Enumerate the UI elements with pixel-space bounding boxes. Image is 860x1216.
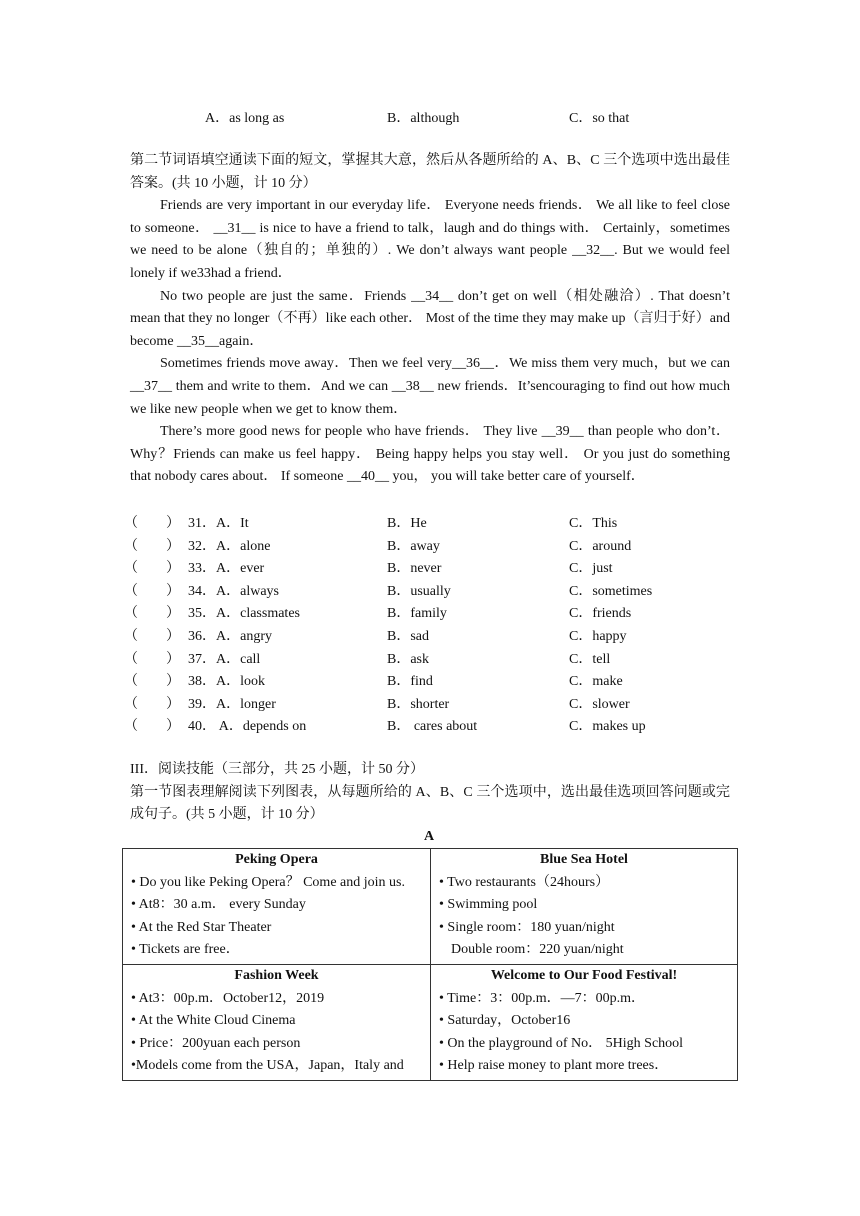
cell-title: Blue Sea Hotel xyxy=(540,852,628,867)
cell-line: • At the White Cloud Cinema xyxy=(131,1013,296,1029)
question-row xyxy=(124,580,730,603)
option-b: B．ask xyxy=(387,651,429,667)
option-c: C．happy xyxy=(569,629,627,644)
cell-title: Peking Opera xyxy=(235,852,318,867)
section3-heading: III．阅读技能（三部分，共 25 小题，计 50 分） xyxy=(130,762,424,777)
option-a: 39．A．longer xyxy=(188,696,276,712)
blue-sea-hotel-cell xyxy=(430,849,737,964)
option-c: C．make xyxy=(569,674,623,690)
option-b: B．although xyxy=(387,111,460,126)
section3-text xyxy=(130,759,730,827)
cell-line: • At8：30 a.m． every Sunday xyxy=(131,897,306,913)
option-a: 32．A．alone xyxy=(188,538,271,554)
option-c: C．sometimes xyxy=(569,583,653,599)
cell-title: Welcome to Our Food Festival! xyxy=(490,967,678,983)
question-row xyxy=(124,512,730,535)
option-b: B．never xyxy=(387,561,442,577)
answer-paren[interactable]: （ ） xyxy=(124,696,180,712)
cell-line: • On the playground of No． 5High School xyxy=(439,1035,684,1051)
cell-line: •Models come from the USA，Japan，Italy and xyxy=(131,1058,404,1074)
cell-title: Fashion Week xyxy=(234,967,319,983)
section2-text xyxy=(130,150,730,489)
cell-line: • At3：00p.m．October12，2019 xyxy=(131,990,325,1006)
cell-line: • Time：3：00p.m．—7：00p.m． xyxy=(439,990,645,1006)
option-b: B．find xyxy=(387,674,433,690)
question-row xyxy=(124,535,730,558)
answer-paren[interactable]: （ ） xyxy=(124,538,180,554)
question-row xyxy=(124,693,730,716)
answer-paren[interactable]: （ ） xyxy=(124,516,180,531)
ad-table xyxy=(122,848,738,1081)
option-a: 31．A．It xyxy=(188,516,249,531)
option-a: 38．A．look xyxy=(188,674,265,690)
option-a: A．as long as xyxy=(205,111,285,126)
option-b: B．usually xyxy=(387,583,451,599)
passage-label: A xyxy=(424,829,435,844)
answer-paren[interactable]: （ ） xyxy=(124,674,180,690)
option-b: B． cares about xyxy=(387,719,478,735)
question-row xyxy=(124,670,730,693)
answer-paren[interactable]: （ ） xyxy=(124,629,180,644)
answer-paren[interactable]: （ ） xyxy=(124,719,180,735)
option-c: C．slower xyxy=(569,696,630,712)
option-a: 34．A．always xyxy=(188,583,279,599)
cell-line: • Help raise money to plant more trees． xyxy=(439,1058,669,1074)
option-a: 37．A．call xyxy=(188,651,261,667)
cell-line: • At the Red Star Theater xyxy=(131,919,272,935)
option-c: C．This xyxy=(569,516,618,531)
cell-line: • Do you like Peking Opera？ Come and join us. xyxy=(131,874,405,890)
answer-paren[interactable]: （ ） xyxy=(124,583,180,599)
question-row xyxy=(124,602,730,625)
passage-paragraph-3: Sometimes friends move away．Then we feel very__36__．We miss them very much，but we can __37__ them and write to them．And we can __38__ new friends．It’sencouraging to find out how much we like new people when we get to know them． xyxy=(130,356,730,417)
cell-line: • Saturday，October16 xyxy=(439,1013,571,1029)
option-c: C．so that xyxy=(569,111,630,126)
cell-line: • Swimming pool xyxy=(439,897,538,913)
option-b: B．sad xyxy=(387,629,429,644)
option-c: C．makes up xyxy=(569,719,646,735)
question-row xyxy=(124,625,730,648)
food-festival-cell xyxy=(430,965,737,1080)
question-row xyxy=(124,557,730,580)
question-row xyxy=(124,648,730,671)
fashion-week-cell xyxy=(123,965,430,1080)
passage-paragraph-2: No two people are just the same．Friends __34__ don’t get on well（相处融洽）. That doesn’t mean that they no longer（不再）like each other． Most of the time they may make up（言归于好）and become __35__again． xyxy=(130,288,730,349)
peking-opera-cell xyxy=(123,849,430,964)
answer-paren[interactable]: （ ） xyxy=(124,606,180,622)
option-c: C．friends xyxy=(569,606,632,622)
cell-line: • Tickets are free． xyxy=(131,942,240,958)
option-a: 35．A．classmates xyxy=(188,606,300,622)
question-row xyxy=(124,715,730,738)
passage-paragraph-4: There’s more good news for people who have friends． They live __39__ than people who don’t． Why？Friends can make us feel happy． Being happy helps you stay well． Or you just do something that nobody cares about． If someone __40__ you， you will take better care of yourself． xyxy=(130,424,730,485)
option-b: B．family xyxy=(387,606,447,622)
option-a: 36．A．angry xyxy=(188,629,272,644)
cell-line: Double room：220 yuan/night xyxy=(451,942,624,958)
table-row xyxy=(123,964,737,1080)
answer-paren[interactable]: （ ） xyxy=(124,561,180,577)
option-b: B．away xyxy=(387,538,440,554)
cell-line: • Single room：180 yuan/night xyxy=(439,919,615,935)
table-row xyxy=(123,849,737,964)
option-c: C．tell xyxy=(569,651,611,667)
option-b: B．shorter xyxy=(387,696,450,712)
option-c: C．around xyxy=(569,538,632,554)
cell-line: • Price：200yuan each person xyxy=(131,1035,301,1051)
option-c: C．just xyxy=(569,561,613,577)
cell-line: • Two restaurants（24hours） xyxy=(439,874,610,890)
section2-instruction: 第二节词语填空通读下面的短文，掌握其大意，然后从各题所给的 A、B、C 三个选项中选出最佳答案。(共 10 小题，计 10 分） xyxy=(130,153,730,191)
option-a: 33．A．ever xyxy=(188,561,265,577)
passage-paragraph-1: Friends are very important in our everyday life． Everyone needs friends． We all like to feel close to someone． __31__ is nice to have a friend to talk，laugh and do things with． Certainly，sometimes we need to be alone（独自的；单独的）. We don’t always want people __32__. But we would feel lonely if we33had a friend． xyxy=(130,198,730,281)
option-b: B．He xyxy=(387,516,427,531)
answer-paren[interactable]: （ ） xyxy=(124,651,180,667)
section3-instruction: 第一节图表理解阅读下列图表，从每题所给的 A、B、C 三个选项中，选出最佳选项回答问题或完成句子。(共 5 小题，计 10 分） xyxy=(130,784,730,823)
option-a: 40． A．depends on xyxy=(188,719,307,735)
